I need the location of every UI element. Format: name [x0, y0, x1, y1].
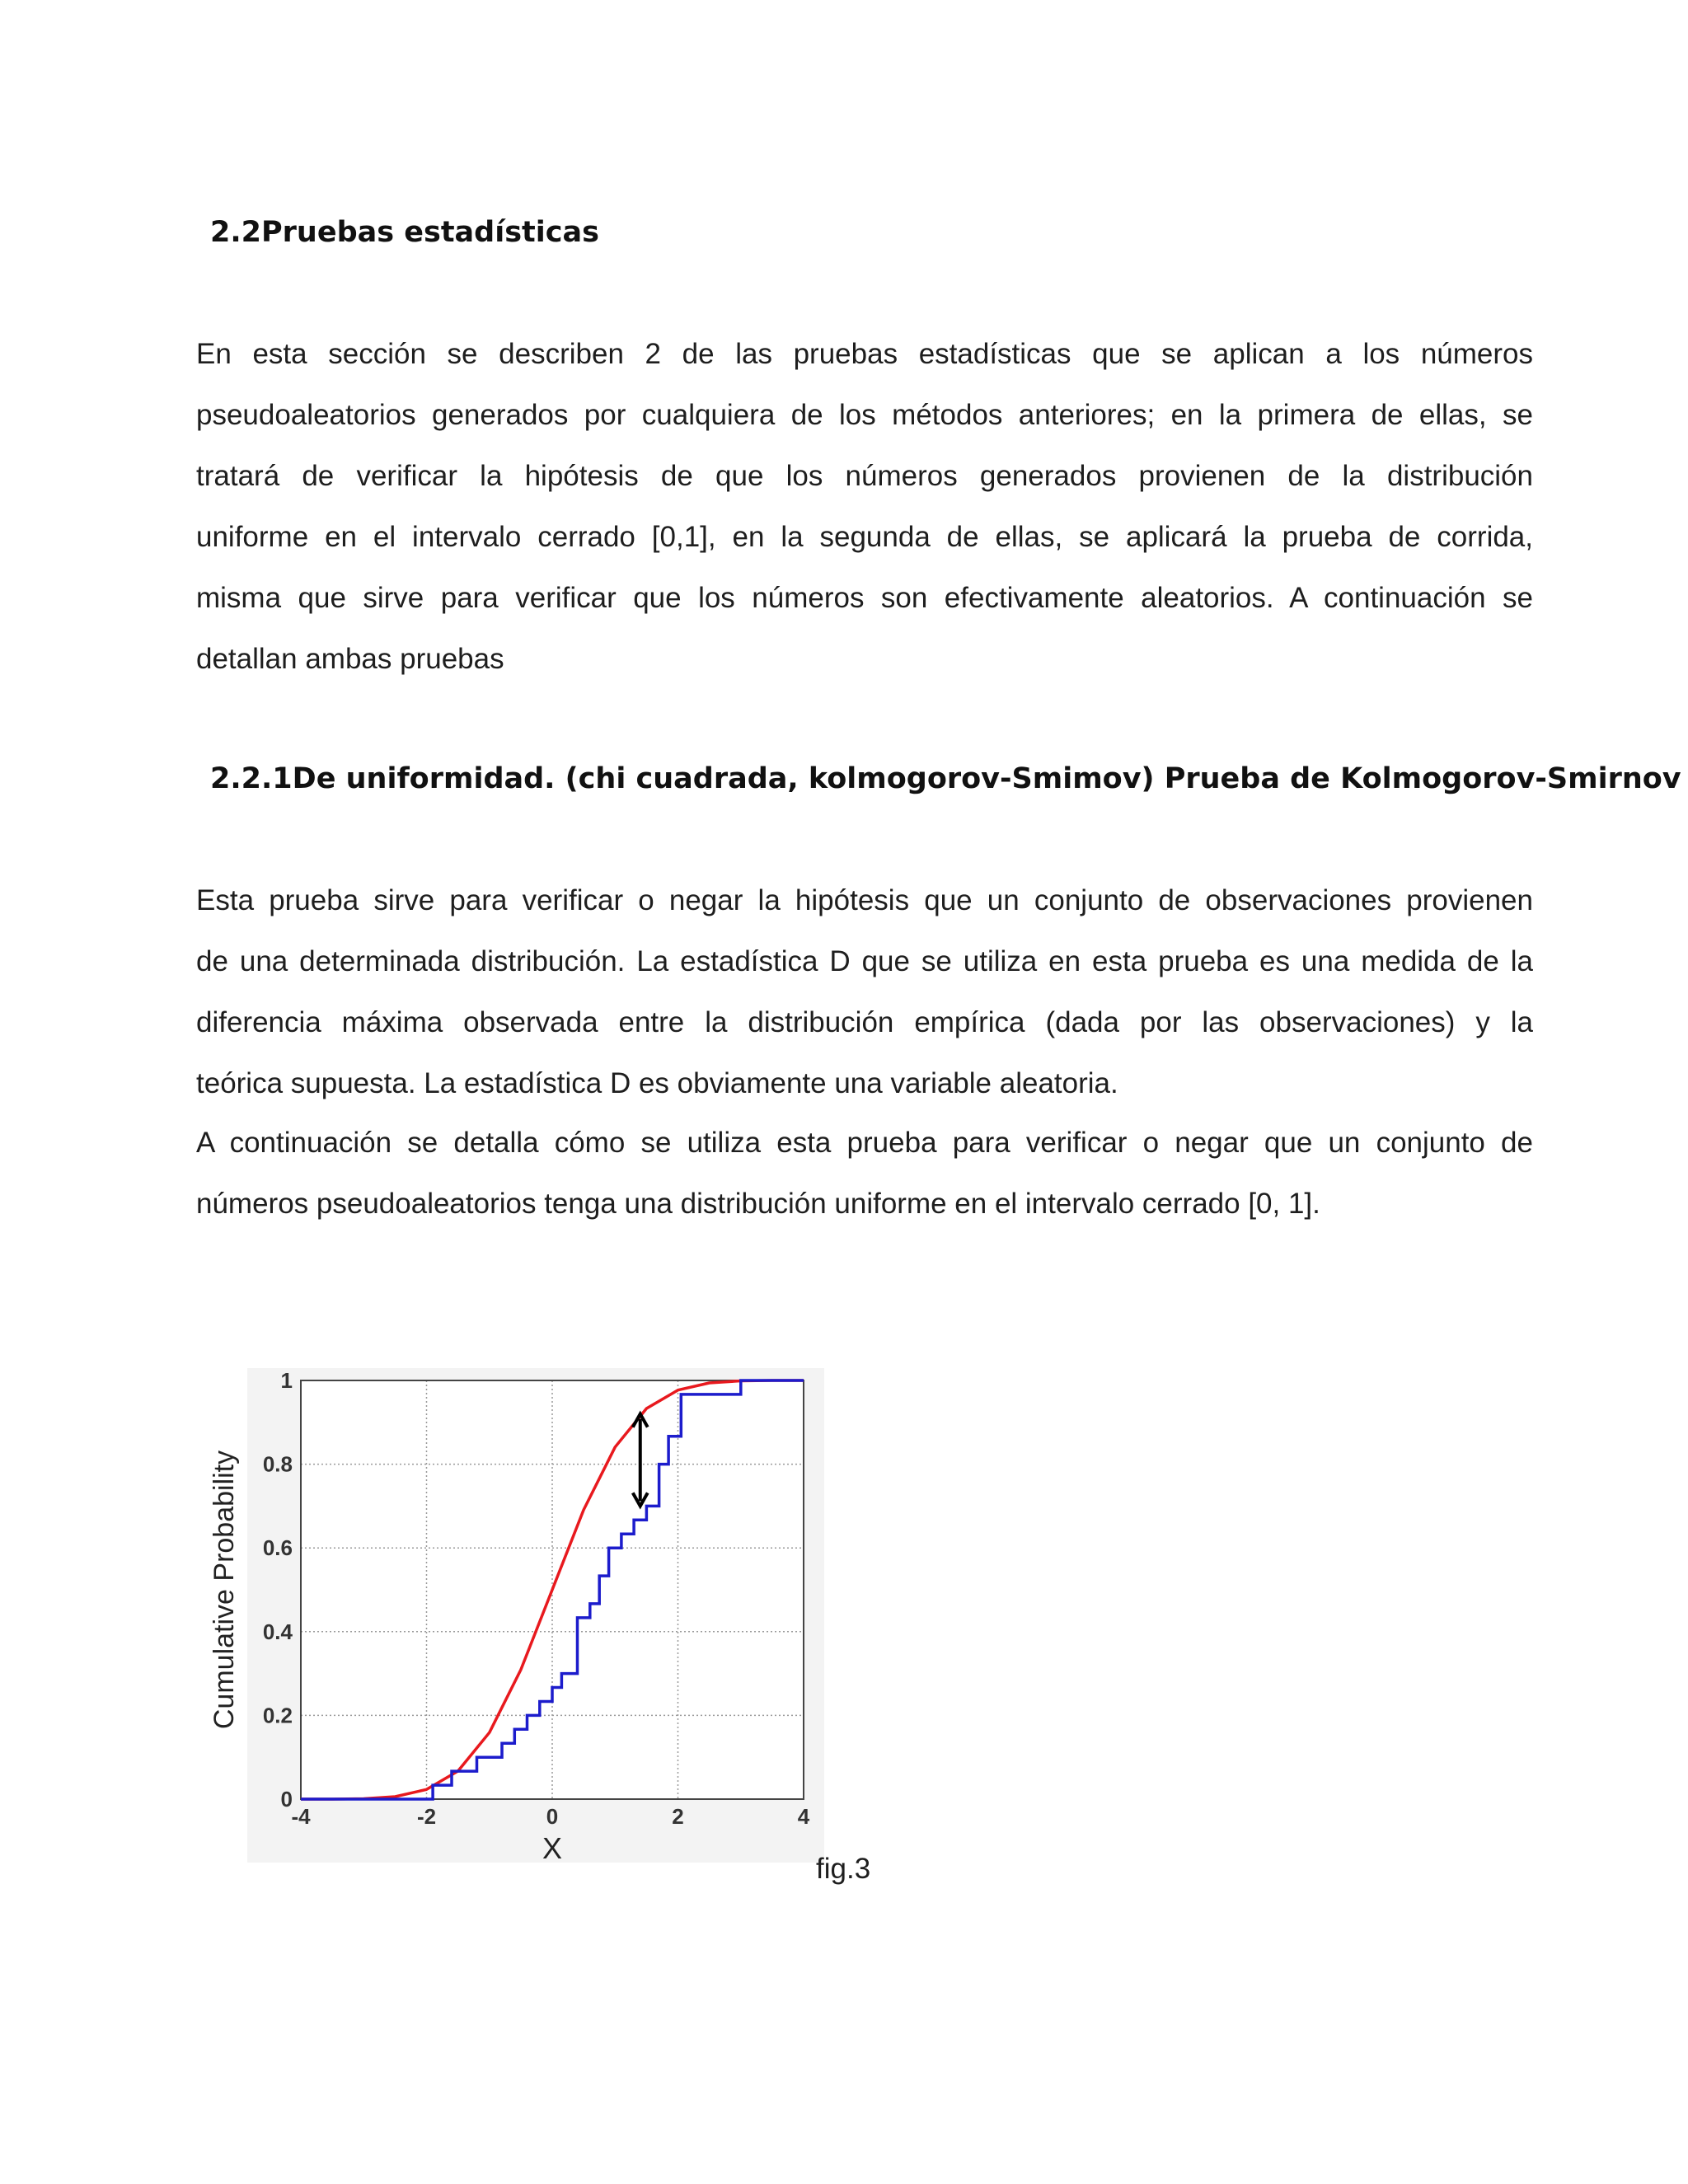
x-tick-label: -2	[416, 1804, 437, 1829]
paragraph-line: de una determinada distribución. La estadística D que se utiliza en esta prueba es una medida de la	[196, 945, 1533, 977]
x-axis-label: X	[542, 1831, 563, 1865]
ks-cdf-chart	[198, 1352, 841, 1879]
x-tick-label: 2	[672, 1804, 684, 1829]
x-tick-label: -4	[291, 1804, 311, 1829]
paragraph-line: teórica supuesta. La estadística D es obviamente una variable aleatoria.	[196, 1067, 1118, 1099]
y-tick-label: 0.8	[262, 1451, 293, 1477]
y-tick-label: 0.2	[262, 1703, 293, 1728]
y-axis-label: Cumulative Probability	[209, 1450, 240, 1730]
y-tick-label: 1	[280, 1368, 293, 1393]
x-tick-label: 0	[546, 1804, 559, 1829]
paragraph-line: pseudoaleatorios generados por cualquiera de los métodos anteriores; en la primera de ellas, se	[196, 399, 1533, 431]
subsection-paragraph	[196, 870, 1533, 1114]
x-tick-label: 4	[797, 1804, 810, 1829]
y-tick-label: 0.6	[262, 1535, 293, 1561]
paragraph-line: tratará de verificar la hipótesis de que los números generados provienen de la distribución	[196, 460, 1533, 492]
paragraph-line: diferencia máxima observada entre la distribución empírica (dada por las observaciones) y la	[196, 1006, 1533, 1038]
paragraph-line: detallan ambas pruebas	[196, 643, 504, 675]
paragraph-line: Esta prueba sirve para verificar o negar la hipótesis que un conjunto de observaciones provienen	[196, 884, 1533, 916]
paragraph-line: A continuación se detalla cómo se utiliza esta prueba para verificar o negar que un conjunto de	[196, 1127, 1533, 1159]
y-tick-label: 0	[280, 1787, 293, 1811]
section-heading: 2.2Pruebas estadísticas	[210, 216, 599, 249]
subsection-heading: 2.2.1De uniformidad. (chi cuadrada, kolmogorov-Smimov) Prueba de Kolmogorov-Smirnov	[210, 762, 1681, 795]
y-tick-label: 0.4	[262, 1619, 293, 1644]
paragraph-line: números pseudoaleatorios tenga una distribución uniforme en el intervalo cerrado [0, 1].	[196, 1188, 1320, 1220]
figure-caption: fig.3	[816, 1853, 871, 1885]
subsection-paragraph-2	[196, 1113, 1533, 1235]
section-paragraph	[196, 324, 1533, 690]
paragraph-line: En esta sección se describen 2 de las pruebas estadísticas que se aplican a los números	[196, 338, 1533, 370]
paragraph-line: uniforme en el intervalo cerrado [0,1], en la segunda de ellas, se aplicará la prueba de corrida,	[196, 521, 1533, 553]
paragraph-line: misma que sirve para verificar que los números son efectivamente aleatorios. A continuación se	[196, 582, 1533, 614]
